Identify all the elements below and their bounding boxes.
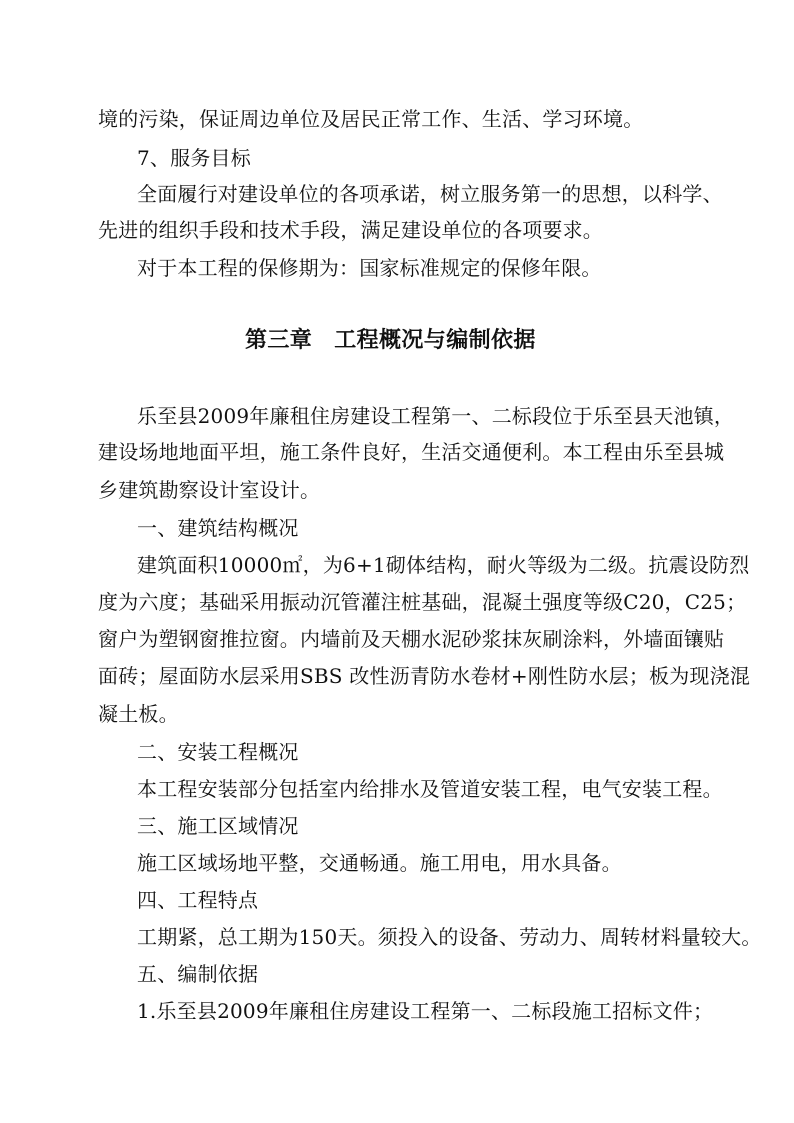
intro-line: 建设场地地面平坦，施工条件良好，生活交通便利。本工程由乐至县城 — [98, 440, 725, 464]
chapter-heading: 工程概况与编制依据 — [334, 328, 536, 353]
warranty-line: 对于本工程的保修期为：国家标准规定的保修年限。 — [137, 256, 602, 280]
section-heading-structure: 一、建筑结构概况 — [137, 516, 299, 540]
paragraph-line: 境的污染，保证周边单位及居民正常工作、生活、学习环境。 — [98, 107, 644, 131]
intro-line: 乡建筑勘察设计室设计。 — [98, 478, 321, 502]
paragraph-line: 窗户为塑钢窗推拉窗。内墙前及天棚水泥砂浆抹灰刷涂料，外墙面镶贴 — [98, 627, 725, 651]
paragraph-line: 先进的组织手段和技术手段，满足建设单位的各项要求。 — [98, 218, 603, 242]
chapter-number: 第三章 — [245, 328, 313, 353]
paragraph-line: 凝土板。 — [98, 702, 179, 726]
section-heading-area: 三、施工区域情况 — [137, 814, 299, 838]
paragraph-line: 度为六度；基础采用振动沉管灌注桩基础，混凝土强度等级C20，C25； — [98, 590, 747, 614]
paragraph-line: 工期紧，总工期为150天。须投入的设备、劳动力、周转材料量较大。 — [137, 925, 762, 949]
chapter-title — [245, 327, 536, 355]
paragraph-line: 本工程安装部分包括室内给排水及管道安装工程，电气安装工程。 — [137, 777, 723, 801]
paragraph-line: 施工区域场地平整，交通畅通。施工用电，用水具备。 — [137, 851, 622, 875]
paragraph-line: 全面履行对建设单位的各项承诺，树立服务第一的思想，以科学、 — [137, 182, 723, 206]
section-heading-features: 四、工程特点 — [137, 888, 259, 912]
basis-item: 1.乐至县2009年廉租住房建设工程第一、二标段施工招标文件； — [137, 999, 714, 1023]
paragraph-line: 建筑面积10000㎡，为6+1砌体结构，耐火等级为二级。抗震设防烈 — [137, 553, 750, 577]
paragraph-line: 面砖；屋面防水层采用SBS 改性沥青防水卷材+刚性防水层；板为现浇混 — [98, 664, 751, 688]
intro-line: 乐至县2009年廉租住房建设工程第一、二标段位于乐至县天池镇， — [137, 404, 735, 428]
item-heading-service-goal: 7、服务目标 — [137, 146, 251, 170]
section-heading-installation: 二、安装工程概况 — [137, 740, 299, 764]
section-heading-basis: 五、编制依据 — [137, 962, 259, 986]
